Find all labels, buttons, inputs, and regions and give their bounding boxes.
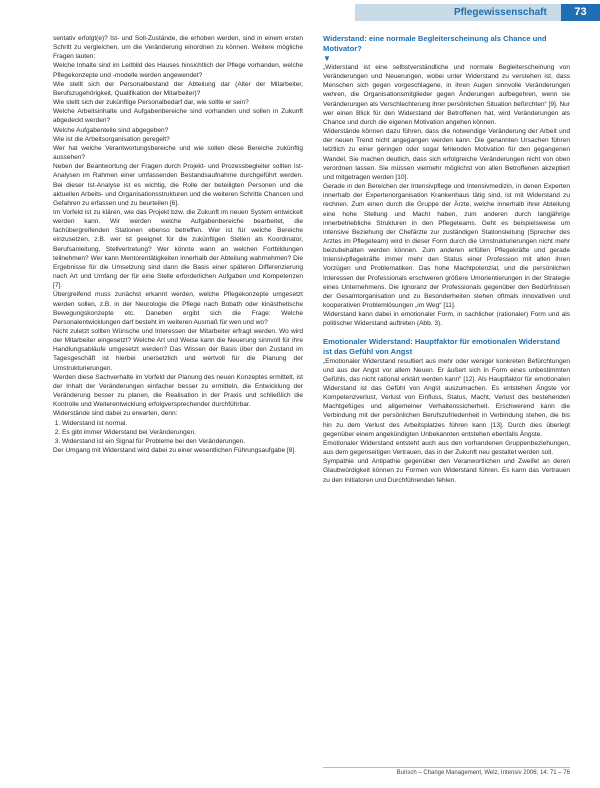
paragraph: Wie ist die Arbeitsorganisation geregelt? <box>53 135 170 143</box>
list-item: 3. Widerstand ist ein Signal für Probleme bei den Veränderungen. <box>62 437 303 446</box>
paragraph: Welche Inhalte sind im Leitbild des Hauses hinsichtlich der Pflege vorhanden, welche Pflegekonzepte und -modelle werden angewendet? <box>53 62 303 79</box>
paragraph: Widerstand kann dabei in emotionaler Form, in sachlicher (rationaler) Form und als politischer Widerstand auftreten (Abb. 3). <box>323 311 570 328</box>
paragraph: Nicht zuletzt sollten Wünsche und Interessen der Mitarbeiter erfragt werden. Wo wird der Mitarbeiter eingesetzt? Welche Art und Weise kann die Neuerung sinnvoll für ihre Handlungsabläufe umgesetzt werden? Das Wissen der Basis über den Zustand im Tagesgeschäft ist hierbei unersetzlich und wertvoll für die Planung der Umstrukturierungen. <box>53 328 303 372</box>
paragraph: Werden diese Sachverhalte im Vorfeld der Planung des neuen Konzeptes ermittelt, ist der Inhalt der Veränderungen einfacher besser zu ermitteln, die Entwicklung der Veränderung besser zu planen, die Realisation in der Praxis und schließlich die Kontrolle und Weiterentwicklung erfolgversprechender durchführbar. <box>53 373 303 409</box>
paragraph: „Emotionaler Widerstand resultiert aus mehr oder weniger konkreten Befürchtungen und aus der Angst vor allem Neuen. Er äußert sich in Form eines unbestimmten Gefühls, das nicht rational erklärt werden kann“ [12]. Als Hauptfaktor für emotionalen Widerstand ist das Gefühl von Angst auszumachen. Es entstehen Ängste vor Kompetenzverlust, Verlust von Einfluss, Status, Macht, Verlust des bestehenden Machtgefüges und allgemeiner Verhaltenssicherheit. Erschwerend kann die Verbindung mit der persönlichen Berufszufriedenheit in Verbindung stehen, die bis hin zu dem Verlust des Arbeitsplatzes führen kann [13]. Durch dies überlegt gegenüber einem angekündigten Unbekannten entstehen ebenfalls Ängste. <box>323 357 570 438</box>
paragraph: Welche Arbeitsinhalte und Aufgabenbereiche sind vorhanden und sollen in Zukunft abgedeckt werden? <box>53 108 303 125</box>
paragraph: Sympathie und Antipathie gegenüber den Veranwortlichen und Zweifel an deren Glaubwürdigkeit können zu Formen von Widerstand führen. Es kann das Vertrauen zu den Initiatoren und Durchführenden fehlen. <box>323 458 570 484</box>
section-heading: Widerstand: eine normale Begleiterscheinung als Chance und Motivator? <box>323 34 547 53</box>
journal-section-title: Pflegewissenschaft <box>454 7 547 18</box>
arrow-down-icon: ▼ <box>323 54 331 63</box>
right-column <box>323 34 570 485</box>
paragraph: Im Vorfeld ist zu klären, wie das Projekt bzw. die Zukunft im neuen System entwickelt werden kann. Wir werden welche Aufgabenbereiche bearbeitet, die fachübergreifenden Stationen ebenso betreffen. Wer ist für welche Bereiche einzusetzen, z.B. wer ist geeignet für die zukünftigen Stellen als Koordinator, Berufsanleitung, Stellvertretung? Wer könnte wann an welchen Fortbildungen teilnehmen? Wer kann Mentorentätigkeiten innerhalb der Abteilung wahrnehmen? Die Ergebnisse für die Umsetzung sind dann die Basis einer späteren Differenzierung nach Art und Umfang der für eine Stelle erforderlichen Aufgaben und Kompetenzen [7]. <box>53 208 303 290</box>
paragraph: „Widerstand ist eine selbstverständliche und normale Begleiterscheinung von Veränderungen und Neuerungen, wobei unter Widerstand zu verstehen ist, dass Menschen sich gegen vorgeschlagene, in ihren Augen sinnvolle Veränderungen wehren, die Organisationsmitglieder gegen Änderungen aufbegehren, wenn sie Veränderungen als Verschlechterung ihrer persönlichen Situation befürchten“ [9]. Nur wer einen Blick für den Widerstand der Betroffenen hat, wird Veränderungen als Chance und durch die eigenen Motivation angehen können. <box>323 64 570 126</box>
numbered-list <box>53 419 303 446</box>
paragraph: Welche Aufgabenteile sind abgegeben? <box>53 126 169 134</box>
paragraph: Gerade in den Bereichen der Intensivpflege und Intensivmedizin, in denen Experten innerhalb der Expertenorganisation Krankenhaus tätig sind, ist mit Widerstand zu rechnen. Zum einen durch die Gruppe der Ärzte, welche innerhalb ihrer Abteilung eine hohe Stellung und Macht haben, zum anderen durch langjährige innerbetriebliche Strukturen in den Pflegeteams. Geht es beispielsweise um intensive Beziehung der Chefärzte zur zuständigen Stationsleitung (Sprecher des Arztes im Pflegeteam) wird in dieser Form durch die Umstrukturierungen nicht mehr beizubehalten werden können. Zum anderen erfüllen Pflegekräfte und gerade Intensivpflegekräfte immer mehr den Status einer Profession mit allen ihren Vorzügen und Problematiken. Das hohe Machtpotenzial, und die persönlichen Interessen der Professionals erschweren größere Umorientierungen in der Strategie eines Unternehmens. Die Ignoranz der Professionals gegenüber den Bedürfnissen der Gesamtorganisation und zu Besonderheiten stehen oftmals innovativen und kooperativen Problemlösungen „im Weg“ [11]. <box>323 183 570 310</box>
paragraph: Wer hat welche Verantwortungsbereiche und wie sollen diese Bereiche zukünftig aussehen? <box>53 144 303 162</box>
list-item: 2. Es gibt immer Widerstand bei Veränderungen. <box>62 428 303 437</box>
paragraph: sentativ erfolgt(e)? Ist- und Soll-Zustände, die erhoben werden, sind in einem ersten Schritt zu vergleichen, um die Veränderung einordnen zu können. Weitere mögliche Fragen lauten: <box>53 35 303 61</box>
paragraph: Emotionaler Widerstand entsteht auch aus den vorhandenen Gruppenbeziehungen, aus dem gegenseitigen Vertrauen, das in der Zukunft neu gestaltet werden soll. <box>323 439 570 457</box>
paragraph: Widerstände sind dabei zu erwarten, denn: <box>53 410 178 418</box>
paragraph: Der Umgang mit Widerstand wird dabei zu einer wesentlichen Führungsaufgabe [8]. <box>53 447 297 455</box>
paragraph: Wie stellt sich der zukünftige Personalbedarf dar, wie sollte er sein? <box>53 99 249 107</box>
footer-citation: Burisch – Change Management, Welz, Intensiv 2006; 14: 71 – 76 <box>396 770 570 776</box>
left-column <box>53 34 303 455</box>
footer-divider <box>323 767 570 768</box>
page-number: 73 <box>561 4 600 21</box>
paragraph: Neben der Beantwortung der Fragen durch Projekt- und Prozessbegleiter sollten Ist-Analysen im Rahmen einer umfassenden Bestandsaufnahme durchgeführt werden. Bei dieser Ist-Analyse ist es wichtig, die Rolle der beteiligten Personen und die aktuellen Arbeits- und Organisationsstrukturen und die weiteren Schritte Chancen und Gefahren zu erfassen und zu beurteilen [6]. <box>53 163 303 207</box>
paragraph: Widerstände können dazu führen, dass die notwendige Veränderung der Arbeit und der neuen Trend nicht angegangen werden kann. Die genannten Ursachen führen letztlich zu einer geringen oder sogar fehlenden Motivation für den gegangenen Wandel. Sie machen deutlich, dass sich erfolgreiche Veränderungen nicht von oben verordnen lassen. Sie müssen vielmehr möglichst von allen Betroffenen akzeptiert und mitgetragen werden [10]. <box>323 128 570 181</box>
list-item: 1. Widerstand ist normal. <box>62 419 303 428</box>
paragraph: Wie stellt sich der Personalbestand der Abteilung dar (Alter der Mitarbeiter, Berufszugehörigkeit, Qualifikation der Mitarbeiter)? <box>53 80 303 97</box>
section-heading: Emotionaler Widerstand: Hauptfaktor für emotionalen Widerstand ist das Gefühl von Angst <box>323 336 560 356</box>
paragraph: Übergreifend muss zunächst erkannt werden, welche Pflegekonzepte umgesetzt werden sollen, z.B. in der Neurologie die Pflege nach Bobath oder kinästhetische Bewegungskonzepte etc. Daneben ergibt sich die Frage: Welche Personalentwicklungen darf besteht im weiteren Ausmaß für wen und wo? <box>53 291 303 326</box>
